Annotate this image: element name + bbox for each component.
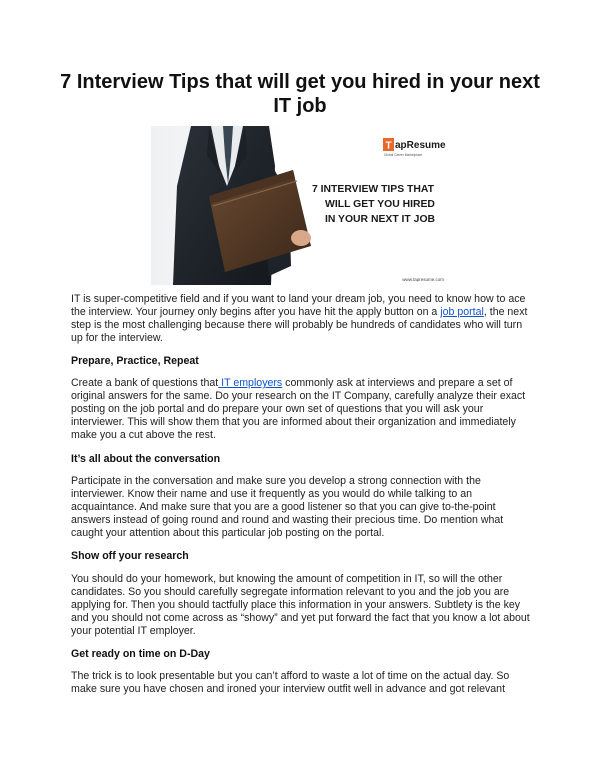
section-paragraph-conversation: Participate in the conversation and make sure you develop a strong connection with the interviewer. Know their name and use it frequently as you would do while talking to an acquaintance. And make sure that you are a good listener so that you can give to-the-point answers instead of going round and round and wasting their precious time. Do mention what caught your attention about this particular job posting on the portal. bbox=[71, 475, 504, 540]
section-heading-research: Show off your research bbox=[71, 550, 189, 562]
section-paragraph-research: You should do your homework, but knowing the amount of competition in IT, so will the other candidates. So you should carefully segregate information relevant to you and the job you are applying for. Then you should tactfully place this information in your answers. Subtlety is the key and you should not come across as “showy” and yet put forward the fact that you know a lot about your potential IT employer. bbox=[71, 573, 530, 638]
page-title: 7 Interview Tips that will get you hired in your next IT job bbox=[60, 71, 540, 117]
logo-name: apResume bbox=[395, 140, 446, 151]
banner-headline-line-3: IN YOUR NEXT IT JOB bbox=[324, 214, 436, 225]
logo-mark: T bbox=[385, 140, 392, 152]
article-banner-image bbox=[151, 126, 448, 285]
banner-url: www.tapresume.com bbox=[402, 277, 444, 282]
it-employers-link[interactable]: IT employers bbox=[218, 377, 283, 389]
section-paragraph-prepare bbox=[71, 377, 531, 442]
section-heading-dday: Get ready on time on D-Day bbox=[71, 648, 210, 660]
intro-text-1: IT is super-competitive field and if you want to land your dream job, you need to know how to ace the interview. Your journey only begins after you have hit the apply button on a bbox=[71, 293, 526, 319]
prepare-text-2: commonly ask at interviews and prepare a set of original answers for the same. Do your research on the IT Company, carefully analyze their exact posting on the job portal and do prepare your own set of questions that you will ask your interviewer. This will show them that you are informed about their organization and immediately make you a cut above the rest. bbox=[71, 377, 526, 442]
prepare-text-1: Create a bank of questions that bbox=[71, 377, 219, 389]
job-portal-link[interactable]: job portal bbox=[440, 306, 484, 319]
banner-headline-line-2: WILL GET YOU HIRED bbox=[325, 199, 435, 210]
section-heading-prepare: Prepare, Practice, Repeat bbox=[71, 355, 199, 367]
banner-illustration bbox=[151, 126, 448, 285]
section-paragraph-dday: The trick is to look presentable but you can’t afford to waste a lot of time on the actual day. So make sure you have chosen and ironed your interview outfit well in advance and got relevant bbox=[71, 670, 510, 696]
intro-text-2: , the next step is the most challenging because there will probably be hundreds of candidates who will turn up for the interview. bbox=[71, 306, 528, 345]
logo-tagline: Global Career Marketplace bbox=[384, 153, 423, 157]
intro-paragraph bbox=[71, 293, 531, 345]
section-heading-conversation: It’s all about the conversation bbox=[71, 453, 221, 465]
hand-shape bbox=[291, 230, 311, 246]
banner-headline-line-1: 7 INTERVIEW TIPS THAT bbox=[311, 184, 435, 195]
